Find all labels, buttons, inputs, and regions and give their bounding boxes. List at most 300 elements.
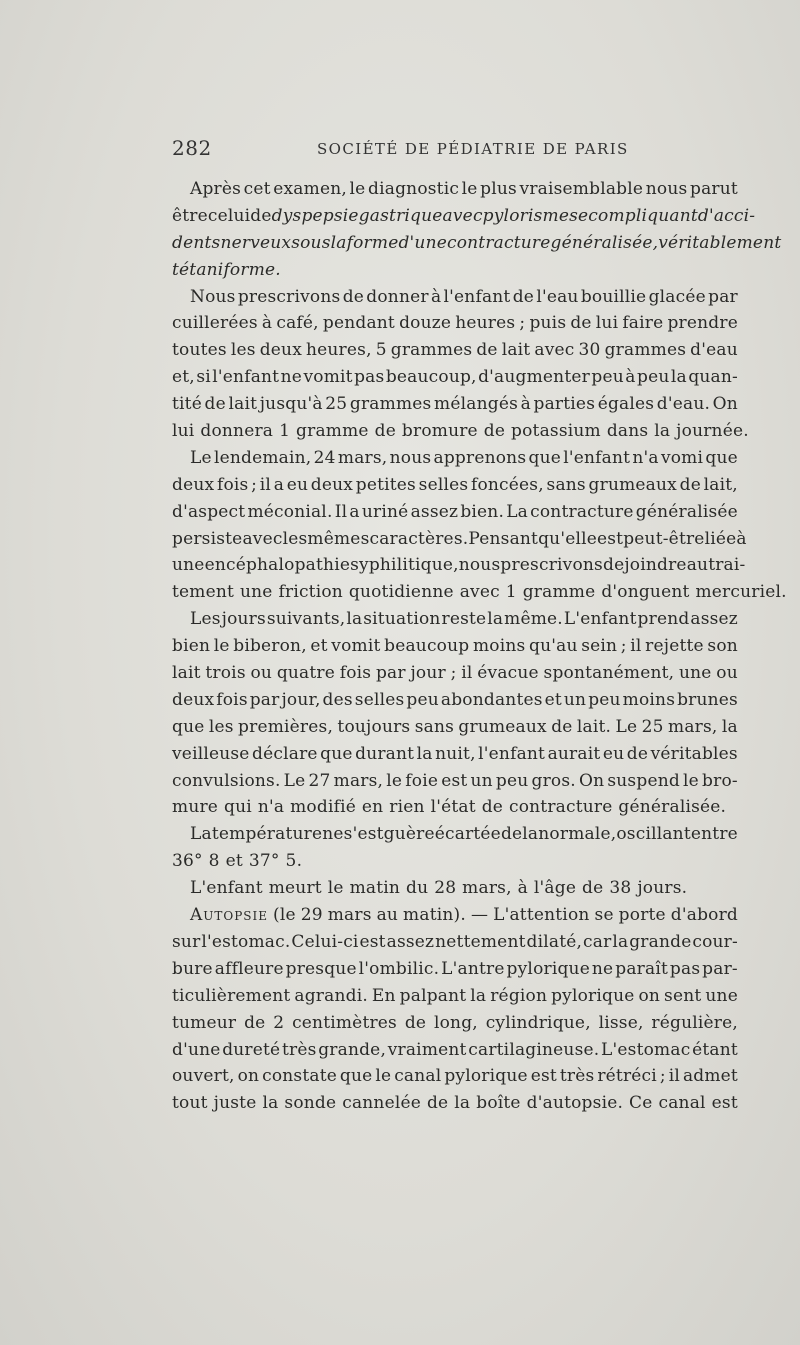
word: avec bbox=[242, 528, 283, 549]
word: nettement bbox=[435, 931, 526, 952]
word: s'est bbox=[343, 824, 384, 845]
word: 2 bbox=[273, 1012, 285, 1033]
word: ou bbox=[716, 663, 738, 684]
word: tumeur bbox=[172, 1012, 237, 1033]
word: Ce bbox=[629, 1093, 653, 1114]
word: à bbox=[520, 394, 531, 415]
word: forme bbox=[346, 232, 399, 253]
word: la bbox=[487, 609, 504, 630]
word: Le bbox=[615, 716, 638, 737]
word: lait bbox=[172, 663, 201, 684]
text-line bbox=[172, 660, 738, 687]
text-line bbox=[172, 310, 738, 337]
word: la bbox=[670, 367, 687, 388]
word: mélangés bbox=[434, 394, 519, 415]
word: 25 bbox=[641, 716, 664, 737]
word: que bbox=[705, 447, 738, 468]
word: tement bbox=[172, 582, 235, 603]
word: plus bbox=[480, 179, 517, 199]
word: le bbox=[375, 1066, 392, 1087]
word: l'enfant bbox=[563, 447, 631, 468]
word: fois bbox=[216, 474, 249, 495]
word: de bbox=[626, 743, 649, 764]
word: à bbox=[625, 367, 636, 388]
text-line bbox=[172, 902, 738, 929]
word: puis bbox=[529, 313, 567, 334]
word: toutes bbox=[172, 340, 227, 361]
word: on bbox=[638, 985, 661, 1006]
word: vomit bbox=[331, 636, 381, 657]
word: par bbox=[708, 286, 738, 307]
word: d'onguent bbox=[601, 582, 690, 603]
word: bien. bbox=[460, 501, 505, 522]
word: 28 bbox=[434, 878, 457, 899]
word: est bbox=[530, 1066, 557, 1087]
word: selles bbox=[418, 474, 469, 495]
text-line bbox=[172, 391, 738, 418]
word: l'enfant bbox=[212, 367, 280, 388]
word: égales bbox=[597, 394, 655, 415]
word: très bbox=[281, 1039, 317, 1060]
word: on bbox=[237, 1066, 260, 1087]
word: 1 bbox=[505, 582, 517, 603]
word: gramme bbox=[296, 421, 369, 442]
word: pas bbox=[354, 367, 385, 388]
word: nous bbox=[389, 447, 432, 468]
word: écartée bbox=[434, 824, 501, 845]
page-number: 282 bbox=[172, 136, 212, 160]
word: à bbox=[736, 528, 747, 549]
word: bouillie bbox=[580, 286, 647, 307]
word: vomi bbox=[660, 447, 704, 468]
word: 36° bbox=[172, 851, 203, 872]
word: le bbox=[327, 878, 344, 899]
word: tétaniforme. bbox=[172, 259, 281, 280]
word: peu bbox=[588, 689, 621, 710]
word: en bbox=[361, 797, 384, 818]
word: guère bbox=[383, 824, 435, 845]
word: l'ombilic. bbox=[358, 958, 440, 979]
word: dans bbox=[606, 421, 649, 442]
word: (le bbox=[273, 905, 296, 926]
word: mars, bbox=[333, 770, 384, 791]
word: parut bbox=[690, 179, 738, 199]
word: cour- bbox=[692, 931, 738, 952]
word: que bbox=[339, 1066, 373, 1087]
word: eu bbox=[602, 743, 625, 764]
word: est bbox=[597, 528, 624, 549]
word: ; bbox=[519, 313, 526, 334]
word: mure bbox=[172, 797, 219, 818]
word: Nous bbox=[190, 286, 236, 307]
word: heures bbox=[455, 313, 516, 334]
word: boîte bbox=[476, 1093, 521, 1114]
text-line bbox=[172, 687, 738, 714]
word: peu bbox=[406, 689, 439, 710]
text-line bbox=[172, 848, 738, 875]
word: spontanément, bbox=[543, 663, 675, 684]
word: Le bbox=[190, 447, 212, 468]
word: de bbox=[404, 1012, 427, 1033]
word: à bbox=[261, 313, 273, 334]
word: mars, bbox=[462, 878, 512, 899]
word: lendemain, bbox=[213, 447, 312, 468]
word: rejette bbox=[645, 636, 704, 657]
word: d'eau bbox=[690, 340, 738, 361]
word: de bbox=[582, 878, 604, 899]
word: moins bbox=[622, 689, 676, 710]
word: car bbox=[583, 931, 612, 952]
word: au bbox=[376, 905, 399, 926]
word: une bbox=[679, 663, 712, 684]
word: n'a bbox=[632, 447, 659, 468]
word: normale, bbox=[538, 824, 617, 845]
word: pylorisme bbox=[482, 205, 570, 226]
text-line bbox=[172, 875, 738, 902]
word: la bbox=[454, 1093, 471, 1114]
word: de bbox=[244, 1012, 266, 1033]
word: cet bbox=[243, 179, 271, 199]
word: par bbox=[375, 663, 406, 684]
word: lui bbox=[172, 421, 195, 442]
word: ; bbox=[620, 636, 627, 657]
text-line bbox=[172, 526, 747, 553]
word: méconial. bbox=[247, 501, 333, 522]
word: fois bbox=[216, 689, 248, 710]
word: les bbox=[208, 716, 234, 737]
word: à bbox=[430, 286, 442, 307]
word: Il bbox=[334, 501, 348, 522]
word: friction bbox=[278, 582, 343, 603]
word: par bbox=[249, 689, 280, 710]
word: lait. bbox=[576, 716, 612, 737]
word: juste bbox=[213, 1093, 257, 1114]
word: vraiment bbox=[387, 1039, 467, 1060]
word: grumeaux bbox=[588, 474, 677, 495]
word: grande, bbox=[318, 1039, 387, 1060]
word: cuillerées bbox=[172, 313, 258, 334]
word: de bbox=[570, 313, 592, 334]
word: pylorique bbox=[506, 958, 590, 979]
word: vraisemblable bbox=[519, 179, 644, 199]
word: jour, bbox=[281, 689, 321, 710]
word: meurt bbox=[268, 878, 322, 899]
word: assez bbox=[386, 931, 435, 952]
word: L'enfant bbox=[563, 609, 637, 630]
word: lait bbox=[501, 340, 531, 361]
word: L'estomac bbox=[601, 1039, 691, 1060]
word: sonde bbox=[284, 1093, 337, 1114]
word: pylorique bbox=[444, 1066, 528, 1087]
word: d'une bbox=[172, 1039, 221, 1060]
word: la bbox=[470, 985, 487, 1006]
word: 5. bbox=[285, 851, 303, 872]
word: d'une bbox=[398, 232, 447, 253]
word: sent bbox=[664, 985, 702, 1006]
word: trois bbox=[205, 663, 246, 684]
word: peu bbox=[495, 770, 529, 791]
word: 30 bbox=[578, 340, 601, 361]
word: admet bbox=[682, 1066, 738, 1087]
word: pendant bbox=[322, 313, 395, 334]
word: très bbox=[559, 1066, 595, 1087]
word: centimètres bbox=[292, 1012, 397, 1033]
word: matin bbox=[349, 878, 401, 899]
word: il bbox=[668, 1066, 680, 1087]
word: sein bbox=[581, 636, 618, 657]
word: On bbox=[578, 770, 605, 791]
word: aurait bbox=[547, 743, 601, 764]
word: L'antre bbox=[441, 958, 505, 979]
word: pas bbox=[669, 958, 701, 979]
word: de bbox=[481, 797, 504, 818]
word: de bbox=[602, 555, 625, 576]
word: peut-être bbox=[623, 528, 705, 549]
word: un bbox=[563, 689, 587, 710]
word: son bbox=[707, 636, 738, 657]
word: des bbox=[322, 689, 353, 710]
word: premières, bbox=[238, 716, 334, 737]
word: qu'elle bbox=[538, 528, 597, 549]
word: tité bbox=[172, 394, 202, 415]
word: cannelée bbox=[342, 1093, 421, 1114]
word: ; bbox=[251, 474, 258, 495]
text-line bbox=[172, 552, 746, 579]
word: que bbox=[528, 447, 561, 468]
word: de bbox=[374, 421, 396, 442]
word: généralisée bbox=[635, 501, 738, 522]
word: la bbox=[522, 824, 539, 845]
word: faire bbox=[622, 313, 664, 334]
word: convulsions. bbox=[172, 770, 281, 791]
word: 37° bbox=[248, 851, 280, 872]
word: L'enfant bbox=[190, 878, 263, 899]
text-line bbox=[172, 579, 787, 606]
word: le bbox=[213, 636, 230, 657]
word: avec bbox=[459, 582, 500, 603]
word: étant bbox=[692, 1039, 738, 1060]
word: véritables bbox=[650, 743, 738, 764]
word: deux bbox=[310, 474, 354, 495]
word: 29 bbox=[300, 905, 323, 926]
word: On bbox=[712, 394, 738, 415]
word: bien bbox=[172, 636, 211, 657]
word: liée bbox=[704, 528, 737, 549]
word: durant bbox=[355, 743, 415, 764]
word: suivants, bbox=[266, 609, 346, 630]
word: l'enfant bbox=[478, 743, 546, 764]
word: apprenons bbox=[433, 447, 527, 468]
word: biberon, bbox=[233, 636, 307, 657]
word: d'aspect bbox=[172, 501, 246, 522]
word: le bbox=[386, 770, 403, 791]
word: 25 bbox=[325, 394, 348, 415]
word: deux bbox=[172, 474, 215, 495]
word: par- bbox=[702, 958, 738, 979]
word: presque bbox=[285, 958, 357, 979]
word: sans bbox=[546, 474, 586, 495]
word: et, bbox=[172, 367, 195, 388]
word: est bbox=[441, 770, 468, 791]
word: lisse, bbox=[598, 1012, 644, 1033]
word: mercuriel. bbox=[695, 582, 787, 603]
word: jours. bbox=[637, 878, 688, 899]
word: de bbox=[476, 340, 498, 361]
word: ne bbox=[591, 958, 614, 979]
text-line bbox=[172, 929, 738, 956]
word: région bbox=[490, 985, 548, 1006]
word: suspend bbox=[607, 770, 680, 791]
word: canal bbox=[394, 1066, 442, 1087]
word: assez bbox=[410, 501, 459, 522]
word: dilaté, bbox=[526, 931, 583, 952]
word: gramme bbox=[522, 582, 596, 603]
text-line bbox=[172, 1063, 738, 1090]
word: contracture bbox=[508, 797, 613, 818]
word: la bbox=[346, 609, 363, 630]
word: les bbox=[282, 528, 308, 549]
word: jusqu'à bbox=[259, 394, 323, 415]
word: au bbox=[686, 555, 709, 576]
word: la bbox=[654, 421, 671, 442]
word: douze bbox=[399, 313, 452, 334]
word: être bbox=[172, 205, 208, 226]
word: l'estomac. bbox=[201, 931, 291, 952]
text-line bbox=[172, 230, 782, 257]
word: et bbox=[544, 689, 562, 710]
word: 8 bbox=[208, 851, 220, 872]
word: lait, bbox=[703, 474, 738, 495]
word: mars, bbox=[337, 447, 388, 468]
text-line bbox=[172, 1037, 738, 1064]
word: vomit bbox=[303, 367, 353, 388]
word: l'eau bbox=[536, 286, 579, 307]
word: généralisée, bbox=[550, 232, 659, 253]
word: L'attention bbox=[493, 905, 590, 926]
word: est bbox=[711, 1093, 738, 1114]
word: pylorique bbox=[551, 985, 635, 1006]
word: heures, bbox=[306, 340, 372, 361]
word: que bbox=[172, 716, 205, 737]
word: potassium bbox=[511, 421, 601, 442]
word: — bbox=[470, 905, 489, 926]
word: quatre bbox=[276, 663, 335, 684]
word: n'a bbox=[257, 797, 285, 818]
word: ou bbox=[250, 663, 273, 684]
word: d'abord bbox=[670, 905, 738, 926]
word: uriné bbox=[361, 501, 409, 522]
word: gros. bbox=[531, 770, 576, 791]
word: gastrique bbox=[358, 205, 443, 226]
text-line bbox=[172, 794, 738, 821]
word: grammes bbox=[349, 394, 432, 415]
word: deux bbox=[259, 340, 302, 361]
word: porte bbox=[618, 905, 666, 926]
word: de bbox=[250, 205, 272, 226]
word: il bbox=[630, 636, 642, 657]
word: 38 bbox=[609, 878, 632, 899]
word: La bbox=[506, 501, 529, 522]
word: matin). bbox=[403, 905, 466, 926]
word: syphilitique,nous bbox=[350, 555, 501, 576]
word: il bbox=[461, 663, 473, 684]
word: de bbox=[512, 286, 535, 307]
word: véritablement bbox=[658, 232, 782, 253]
word: grande bbox=[629, 931, 692, 952]
word: prendre bbox=[667, 313, 738, 334]
word: journée. bbox=[676, 421, 749, 442]
word: quotidienne bbox=[348, 582, 454, 603]
word: avec bbox=[442, 205, 483, 226]
word: avec bbox=[534, 340, 575, 361]
word: abondantes bbox=[440, 689, 543, 710]
word: température bbox=[211, 824, 323, 845]
word: une bbox=[172, 555, 205, 576]
word: diagnostic bbox=[368, 179, 460, 199]
word: Le bbox=[283, 770, 306, 791]
word: d'autopsie. bbox=[526, 1093, 624, 1114]
word: café, bbox=[276, 313, 319, 334]
word: dureté bbox=[222, 1039, 281, 1060]
text-line bbox=[172, 633, 738, 660]
word: paraît bbox=[615, 958, 668, 979]
word: un bbox=[470, 770, 493, 791]
word: 5 bbox=[375, 340, 387, 361]
word: Les bbox=[190, 609, 221, 630]
word: le bbox=[683, 770, 699, 791]
word: persiste bbox=[172, 528, 243, 549]
word: 27 bbox=[308, 770, 331, 791]
word: long, bbox=[433, 1012, 478, 1033]
word: à bbox=[517, 878, 528, 899]
word: du bbox=[406, 878, 429, 899]
word: agrandi. bbox=[294, 985, 368, 1006]
word: le bbox=[349, 179, 366, 199]
word: déclare bbox=[252, 743, 318, 764]
text-line bbox=[172, 714, 738, 741]
word: sans bbox=[414, 716, 455, 737]
text-line bbox=[172, 364, 738, 391]
word: peu bbox=[591, 367, 624, 388]
text-line bbox=[172, 337, 738, 364]
word: rétréci bbox=[597, 1066, 657, 1087]
word: a bbox=[273, 474, 285, 495]
word: de bbox=[342, 286, 365, 307]
word: donnera bbox=[200, 421, 274, 442]
word: fois bbox=[339, 663, 372, 684]
word: la bbox=[612, 931, 629, 952]
word: la bbox=[416, 743, 433, 764]
text-line bbox=[172, 418, 749, 445]
word: d'augmenter bbox=[478, 367, 590, 388]
word: canal bbox=[658, 1093, 706, 1114]
word: même. bbox=[504, 609, 563, 630]
word: oscillant bbox=[616, 824, 691, 845]
word: glacée bbox=[648, 286, 706, 307]
word: grammes bbox=[390, 340, 473, 361]
word: veilleuse bbox=[172, 743, 250, 764]
word: et bbox=[225, 851, 243, 872]
word: lui bbox=[595, 313, 619, 334]
word: examen, bbox=[273, 179, 347, 199]
word: et bbox=[310, 636, 328, 657]
word: dyspepsie bbox=[271, 205, 359, 226]
word: ouvert, bbox=[172, 1066, 235, 1087]
text-line bbox=[172, 499, 738, 526]
running-title: SOCIÉTÉ DE PÉDIATRIE DE PARIS bbox=[317, 140, 629, 158]
word: de bbox=[483, 421, 506, 442]
word: trai- bbox=[708, 555, 746, 576]
